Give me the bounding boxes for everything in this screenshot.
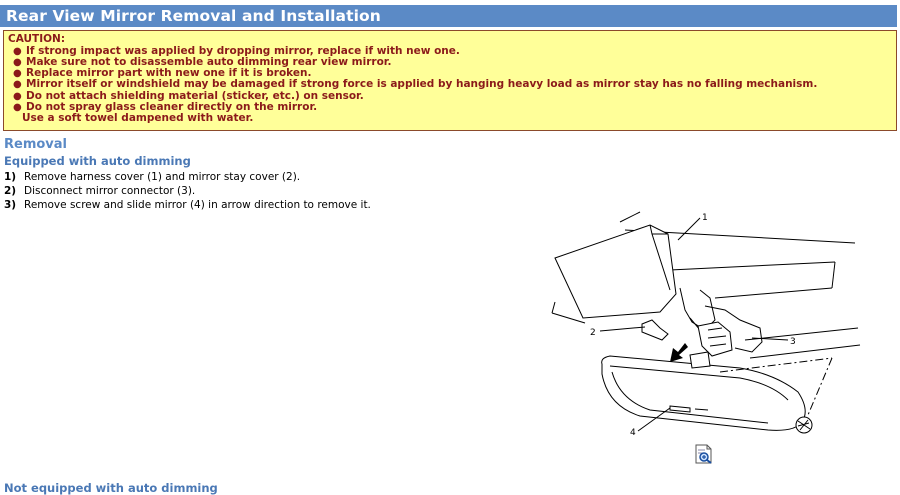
caution-list — [8, 46, 892, 114]
removal-steps — [4, 170, 371, 212]
step-item — [4, 170, 371, 184]
caution-item: ● Do not attach shielding material (sticker, etc.) on sensor. — [13, 89, 364, 102]
callout-1: 1 — [702, 213, 708, 223]
callout-2: 2 — [590, 328, 596, 338]
step-number: 3) — [4, 199, 17, 211]
mirror-removal-diagram — [540, 210, 870, 440]
step-text: Disconnect mirror connector (3). — [24, 185, 196, 197]
removal-subheading: Equipped with auto dimming — [4, 154, 191, 168]
bullet-icon: ● — [13, 101, 22, 113]
step-item — [4, 184, 371, 198]
step-number: 2) — [4, 185, 17, 197]
caution-item: ● Replace mirror part with new one if it is broken. — [13, 67, 312, 80]
step-number: 1) — [4, 171, 17, 183]
caution-item: ● Do not spray glass cleaner directly on the mirror. — [13, 100, 318, 113]
bullet-icon: ● — [13, 56, 22, 68]
page-title: Rear View Mirror Removal and Installation — [0, 5, 897, 27]
removal-heading: Removal — [4, 137, 68, 152]
caution-continuation: Use a soft towel dampened with water. — [22, 112, 254, 125]
zoom-figure-icon[interactable] — [694, 444, 714, 464]
callout-3: 3 — [790, 337, 796, 347]
next-section-heading: Not equipped with auto dimming — [4, 481, 218, 495]
caution-box — [3, 30, 897, 131]
caution-item: ● Make sure not to disassemble auto dimming rear view mirror. — [13, 55, 392, 68]
step-item — [4, 198, 371, 212]
bullet-icon: ● — [13, 45, 22, 57]
bullet-icon: ● — [13, 68, 22, 80]
step-text: Remove harness cover (1) and mirror stay cover (2). — [24, 171, 301, 183]
bullet-icon: ● — [13, 90, 22, 102]
caution-item: ● If strong impact was applied by dropping mirror, replace if with new one. — [13, 44, 460, 57]
callout-4: 4 — [630, 428, 636, 438]
bullet-icon: ● — [13, 79, 22, 91]
caution-item: ● Mirror itself or windshield may be damaged if strong force is applied by hanging heavy load as mirror stay has no falling mechanism. — [13, 78, 818, 91]
step-text: Remove screw and slide mirror (4) in arrow direction to remove it. — [24, 199, 371, 211]
caution-title: CAUTION: — [8, 33, 66, 45]
